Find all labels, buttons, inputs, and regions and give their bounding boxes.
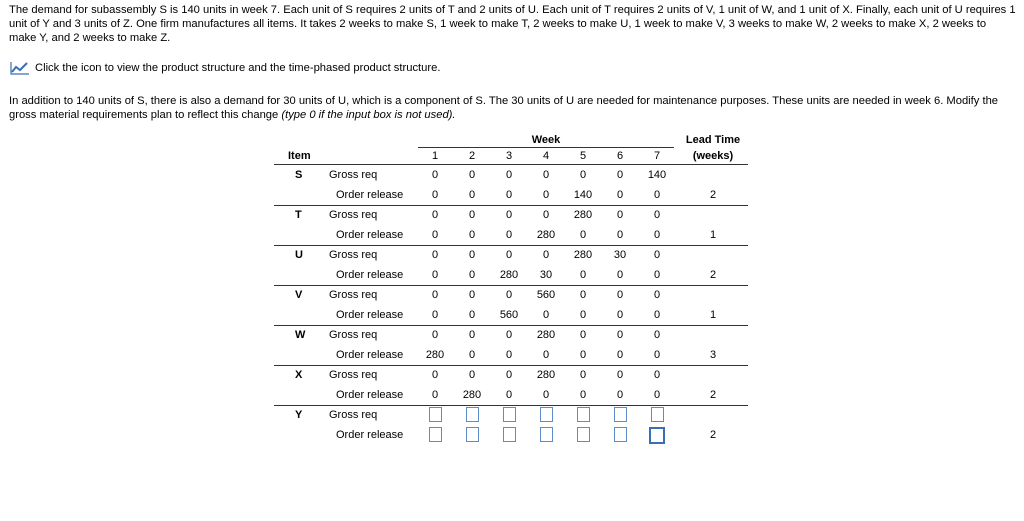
order-release-value: 280 xyxy=(536,229,556,241)
order-release-value: 0 xyxy=(468,349,476,361)
order-release-value: 0 xyxy=(579,389,587,401)
gross-req-input-week-1[interactable] xyxy=(429,407,442,422)
order-release-value: 280 xyxy=(462,389,482,401)
order-release-value: 0 xyxy=(505,189,513,201)
item-w: W xyxy=(295,329,306,341)
gross-req-input-week-3[interactable] xyxy=(503,407,516,422)
order-release-value: 0 xyxy=(542,189,550,201)
order-release-value: 30 xyxy=(539,269,553,281)
instruction-main: In addition to 140 units of S, there is also a demand for 30 units of U, which is a component of S. The 30 units of U are needed for maintenance purposes. These units are needed in week 6. Modify the gross material requirements plan to reflect this change xyxy=(9,95,999,121)
week-number-6: 6 xyxy=(616,150,624,162)
gross-req-value: 0 xyxy=(653,289,661,301)
product-structure-link[interactable] xyxy=(10,61,440,75)
gross-req-value: 0 xyxy=(616,289,624,301)
order-release-value: 0 xyxy=(616,309,624,321)
order-release-value: 0 xyxy=(616,189,624,201)
lead-time-value: 2 xyxy=(709,189,717,201)
gross-req-value: 0 xyxy=(616,169,624,181)
item-t: T xyxy=(295,209,302,221)
gross-req-value: 0 xyxy=(468,209,476,221)
order-release-value: 0 xyxy=(579,269,587,281)
order-release-value: 140 xyxy=(573,189,593,201)
gross-req-label: Gross req xyxy=(329,369,378,381)
item-v: V xyxy=(295,289,303,301)
lead-time-value: 1 xyxy=(709,309,717,321)
gross-req-label: Gross req xyxy=(329,209,378,221)
order-release-value: 280 xyxy=(499,269,519,281)
gross-req-value: 0 xyxy=(579,329,587,341)
item-u: U xyxy=(295,249,303,261)
gross-req-value: 0 xyxy=(505,289,513,301)
order-release-value: 0 xyxy=(579,229,587,241)
order-release-value: 280 xyxy=(425,349,445,361)
order-release-value: 0 xyxy=(653,349,661,361)
gross-req-input-week-5[interactable] xyxy=(577,407,590,422)
week-header: Week xyxy=(531,134,561,146)
order-release-value: 0 xyxy=(653,389,661,401)
gross-req-value: 0 xyxy=(468,329,476,341)
gross-req-value: 0 xyxy=(653,249,661,261)
gross-req-value: 0 xyxy=(579,169,587,181)
gross-req-value: 0 xyxy=(431,169,439,181)
order-release-value: 0 xyxy=(505,349,513,361)
lead-time-value: 2 xyxy=(709,389,717,401)
gross-req-value: 0 xyxy=(505,369,513,381)
gross-req-value: 0 xyxy=(505,249,513,261)
gross-req-value: 0 xyxy=(431,289,439,301)
lead-time-value: 2 xyxy=(709,269,717,281)
row-divider xyxy=(274,285,748,286)
lead-time-unit: (weeks) xyxy=(692,150,734,162)
gross-req-value: 0 xyxy=(653,209,661,221)
gross-req-value: 280 xyxy=(536,369,556,381)
gross-req-value: 0 xyxy=(616,369,624,381)
gross-req-value: 0 xyxy=(542,169,550,181)
lead-time-value: 1 xyxy=(709,229,717,241)
order-release-label: Order release xyxy=(336,349,404,361)
instruction-note: (type 0 if the input box is not used). xyxy=(281,109,456,121)
order-release-value: 0 xyxy=(616,349,624,361)
order-release-input-week-4[interactable] xyxy=(540,427,553,442)
gross-req-value: 560 xyxy=(536,289,556,301)
gross-req-value: 0 xyxy=(653,369,661,381)
gross-req-value: 0 xyxy=(542,249,550,261)
order-release-value: 0 xyxy=(468,189,476,201)
week-number-7: 7 xyxy=(653,150,661,162)
gross-req-value: 0 xyxy=(616,329,624,341)
week-number-5: 5 xyxy=(579,150,587,162)
order-release-value: 0 xyxy=(468,269,476,281)
gross-req-value: 30 xyxy=(613,249,627,261)
gross-req-input-week-2[interactable] xyxy=(466,407,479,422)
order-release-label: Order release xyxy=(336,229,404,241)
icon-link-text: Click the icon to view the product structure and the time-phased product structure. xyxy=(35,62,441,74)
order-release-label: Order release xyxy=(336,269,404,281)
gross-req-value: 140 xyxy=(647,169,667,181)
order-release-input-week-2[interactable] xyxy=(466,427,479,442)
order-release-input-week-1[interactable] xyxy=(429,427,442,442)
order-release-label: Order release xyxy=(336,389,404,401)
order-release-value: 0 xyxy=(431,229,439,241)
week-number-1: 1 xyxy=(431,150,439,162)
order-release-value: 0 xyxy=(579,309,587,321)
gross-req-label: Gross req xyxy=(329,409,378,421)
order-release-input-week-7[interactable] xyxy=(649,427,665,444)
order-release-value: 0 xyxy=(616,229,624,241)
row-divider xyxy=(274,245,748,246)
order-release-value: 0 xyxy=(542,349,550,361)
gross-req-value: 0 xyxy=(468,289,476,301)
gross-req-label: Gross req xyxy=(329,169,378,181)
problem-statement: The demand for subassembly S is 140 units in week 7. Each unit of S requires 2 units of T and 2 units of U. Each unit of T requires 2 units of V, 1 unit of W, and 1 unit of X. Finally, each unit of U requires 1 unit of Y and 3 units of Z. One firm manufactures all items. It takes 2 weeks to make S, 1 week to make T, 2 weeks to make U, 1 week to make V, 3 weeks to make W, 2 weeks to make X, 2 weeks to make Y, and 2 weeks to make Z. xyxy=(9,4,1016,44)
gross-req-value: 0 xyxy=(505,209,513,221)
gross-req-value: 0 xyxy=(468,369,476,381)
gross-req-value: 0 xyxy=(505,329,513,341)
gross-req-value: 0 xyxy=(431,369,439,381)
week-header-rule xyxy=(418,147,674,148)
row-divider xyxy=(274,205,748,206)
gross-req-input-week-6[interactable] xyxy=(614,407,627,422)
order-release-value: 0 xyxy=(468,229,476,241)
gross-req-value: 0 xyxy=(468,169,476,181)
order-release-input-week-3[interactable] xyxy=(503,427,516,442)
order-release-value: 560 xyxy=(499,309,519,321)
gross-req-value: 0 xyxy=(505,169,513,181)
order-release-label: Order release xyxy=(336,189,404,201)
gross-req-value: 0 xyxy=(431,209,439,221)
order-release-value: 0 xyxy=(653,269,661,281)
order-release-value: 0 xyxy=(431,189,439,201)
gross-req-label: Gross req xyxy=(329,329,378,341)
gross-req-value: 0 xyxy=(579,289,587,301)
week-number-2: 2 xyxy=(468,150,476,162)
order-release-input-week-6[interactable] xyxy=(614,427,627,442)
order-release-value: 0 xyxy=(616,389,624,401)
gross-req-value: 0 xyxy=(468,249,476,261)
gross-req-value: 0 xyxy=(542,209,550,221)
order-release-value: 0 xyxy=(542,309,550,321)
instruction-text xyxy=(9,94,1016,122)
row-divider xyxy=(274,405,748,406)
order-release-label: Order release xyxy=(336,429,404,441)
item-s: S xyxy=(295,169,303,181)
order-release-value: 0 xyxy=(468,309,476,321)
gross-req-input-week-4[interactable] xyxy=(540,407,553,422)
row-divider xyxy=(274,325,748,326)
order-release-value: 0 xyxy=(542,389,550,401)
gross-req-value: 280 xyxy=(573,209,593,221)
gross-req-label: Gross req xyxy=(329,249,378,261)
order-release-value: 0 xyxy=(653,189,661,201)
gross-req-value: 0 xyxy=(431,249,439,261)
gross-req-input-week-7[interactable] xyxy=(651,407,664,422)
order-release-input-week-5[interactable] xyxy=(577,427,590,442)
order-release-label: Order release xyxy=(336,309,404,321)
lead-time-value: 3 xyxy=(709,349,717,361)
gross-req-value: 0 xyxy=(653,329,661,341)
gross-req-value: 0 xyxy=(616,209,624,221)
order-release-value: 0 xyxy=(431,309,439,321)
gross-req-label: Gross req xyxy=(329,289,378,301)
item-y: Y xyxy=(295,409,303,421)
gross-req-value: 280 xyxy=(536,329,556,341)
week-number-3: 3 xyxy=(505,150,513,162)
order-release-value: 0 xyxy=(505,229,513,241)
order-release-value: 0 xyxy=(579,349,587,361)
line-chart-icon[interactable] xyxy=(10,61,30,75)
header-rule xyxy=(274,164,748,165)
order-release-value: 0 xyxy=(505,389,513,401)
week-number-4: 4 xyxy=(542,150,550,162)
gross-req-value: 0 xyxy=(431,329,439,341)
gross-req-value: 280 xyxy=(573,249,593,261)
order-release-value: 0 xyxy=(653,309,661,321)
order-release-value: 0 xyxy=(431,269,439,281)
row-divider xyxy=(274,365,748,366)
item-x: X xyxy=(295,369,303,381)
order-release-value: 0 xyxy=(431,389,439,401)
order-release-value: 0 xyxy=(653,229,661,241)
lead-time-value: 2 xyxy=(709,429,717,441)
order-release-value: 0 xyxy=(616,269,624,281)
gross-req-value: 0 xyxy=(579,369,587,381)
lead-time-header: Lead Time xyxy=(685,134,741,146)
item-header: Item xyxy=(288,150,311,162)
